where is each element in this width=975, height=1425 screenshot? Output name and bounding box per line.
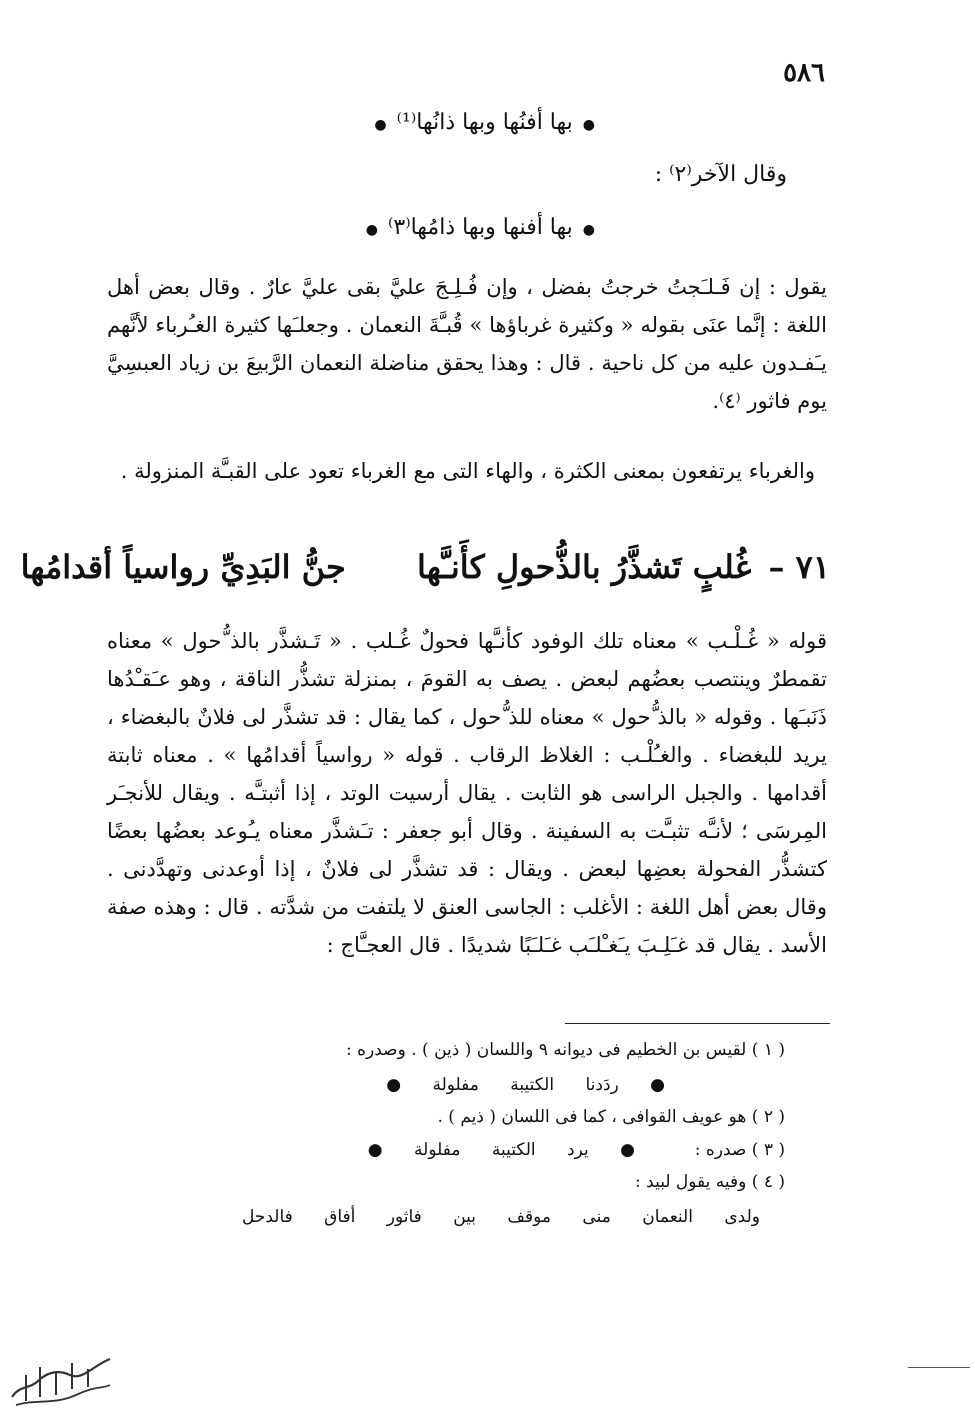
- paragraph-commentary-3: قوله « غُـلْـب » معناه تلك الوفود كأنـَّها فحولٌ غُـلب . « تَـشذَّر بالذ ُّحول » معناه تقمطرٌ وينتصب بعضُهم لبعض . يصف به القومَ ، بمنزلة تشذُّر الناقة ، وهو عـَقـْدُها ذَنَبـَها . وقوله « بالذ ُّحول » معناه للذ ُّحول ، كما يقال : قد تشذَّر لى فلانٌ بالبغضاء ، يريد للبغضاء . والغـُلْـب : الغلاظ الرقاب . قوله « رواسياً أقدامُها » . معناه ثابتة أقدامها . والجبل الراسى هو الثابت . يقال أرسيت الوتد ، إذا أثبتـَّه . ويقال للأنجـَر المِرسَى ؛ لأنـَّه تثبـَّت به السفينة . وقال أبو جعفر : تـَشذَّر معناه يـُوعد بعضُها بعضًا كتشذُّر الفحولة بعضِها لبعض . ويقال : قد تشذَّر لى فلانٌ ، إذا أوعدنى وتهدَّدنى . وقال بعض أهل اللغة : الأغلب : الجاسى العنق لا يلتفت من شدَّته . قال : وهذه صفة الأسد . يقال قد غـَلِـبَ يـَغـْلـَب غـَلـَبًا شديدًا . قال العجـَّاج :: [107, 629, 827, 957]
- library-stamp-logo: [6, 1345, 116, 1420]
- verse-star: ●: [367, 1140, 383, 1160]
- verse-star: ●: [620, 1140, 635, 1160]
- verse-star-left: ●: [365, 222, 378, 238]
- footnote-3-verse-text: يرد الكتيبة مفلولة: [414, 1140, 589, 1160]
- footnote-3-verse: [368, 1140, 635, 1160]
- hemistich-2: جنُّ البَدِيِّ رواسياً أقدامُها: [20, 548, 346, 586]
- paragraph-commentary-2: والغرباء يرتفعون بمعنى الكثرة ، والهاء التى مع الغرباء تعود على القبـَّة المنزولة .: [120, 459, 815, 483]
- footnote-2: ( ٢ ) هو عويف القوافى ، كما فى اللسان ( ذيم ) .: [437, 1107, 785, 1127]
- margin-mark: [908, 1367, 970, 1368]
- verse-heading-71: [20, 548, 830, 586]
- paragraph-commentary-1: يقول : إن فَـلـَجتُ خرجتُ بفضل ، وإن فُـلِـجَ عليَّ بقى عليَّ عارٌ . وقال بعض أهل اللغة : إنَّما عنَى بقوله « وكثيرة غرباؤها » قُبـَّةَ النعمان . وجعلـَها كثيرة الغـُرباء لأنَّهم يـَفـدون عليه من كل ناحية . قال : وهذا يحقق مناضلة النعمان الرَّبيعَ بن زياد العبسِيَّ يوم فاثور ⁽٤⁾.: [107, 275, 827, 413]
- page-number: ٥٨٦: [783, 58, 825, 88]
- footnote-1: ( ١ ) لقيس بن الخطيم فى ديوانه ٩ واللسان ( ذين ) . وصدره :: [346, 1040, 785, 1060]
- intro-line: وقال الآخر⁽٢⁾ :: [654, 162, 787, 187]
- footnote-1-verse: [386, 1075, 665, 1095]
- verse-star-left: ●: [374, 117, 387, 133]
- verse-1: [364, 110, 605, 135]
- verse-star: ●: [650, 1075, 665, 1095]
- verse-number: ٧١ –: [768, 548, 830, 586]
- footnote-4-verse: ولدى النعمان منى موقف بين فاثور أفاق فالدحل: [241, 1207, 760, 1227]
- verse-star-right: ●: [582, 117, 595, 133]
- footnote-1-verse-text: ردَدنا الكتيبة مفلولة: [432, 1075, 619, 1095]
- hemistich-1: غُلبٍ تَشذَّرُ بالذُّحولِ كأَنـَّها: [416, 548, 752, 586]
- verse-2: [356, 215, 605, 240]
- footnote-4: ( ٤ ) وفيه يقول لبيد :: [635, 1172, 785, 1192]
- verse-star: ●: [386, 1075, 402, 1095]
- verse-star-right: ●: [582, 222, 595, 238]
- footnote-3: ( ٣ ) صدره :: [694, 1140, 785, 1160]
- verse-1-text: بها أفنُها وبها ذانُها⁽¹⁾: [396, 110, 573, 135]
- verse-2-text: بها أفنها وبها ذامُها⁽٣⁾: [387, 215, 573, 240]
- footnote-separator: [565, 1023, 830, 1024]
